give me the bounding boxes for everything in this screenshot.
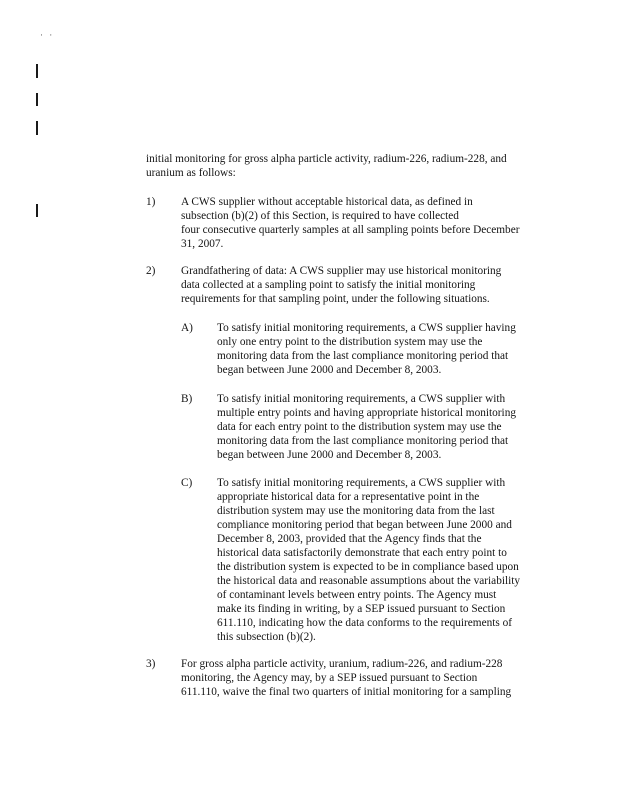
revision-bar bbox=[36, 204, 38, 217]
revision-bar bbox=[36, 64, 38, 78]
item-number: 3) bbox=[146, 658, 156, 670]
subitem-line: of contaminant levels between entry points. The Agency must bbox=[217, 589, 497, 601]
subitem-line: data for each entry point to the distribution system may use the bbox=[217, 421, 502, 433]
intro-line: initial monitoring for gross alpha particle activity, radium-226, radium-228, and bbox=[146, 153, 507, 165]
scan-specks: · · bbox=[40, 30, 55, 40]
revision-bar bbox=[36, 93, 38, 106]
item-line: 31, 2007. bbox=[181, 238, 224, 250]
subitem-line: only one entry point to the distribution system may use the bbox=[217, 336, 483, 348]
subitem-line: the historical data and reasonable assumptions about the variability bbox=[217, 575, 521, 587]
subitem-line: began between June 2000 and December 8, 2003. bbox=[217, 364, 442, 376]
subitem-line: this subsection (b)(2). bbox=[217, 631, 316, 643]
subitem-letter: A) bbox=[181, 322, 193, 334]
subitem-line: To satisfy initial monitoring requirements, a CWS supplier with bbox=[217, 477, 506, 489]
item-line: four consecutive quarterly samples at all sampling points before December bbox=[181, 224, 520, 236]
subitem-line: distribution system may use the monitoring data from the last bbox=[217, 505, 495, 517]
subitem-line: began between June 2000 and December 8, 2003. bbox=[217, 449, 442, 461]
subitem-letter: C) bbox=[181, 477, 193, 489]
item-number: 2) bbox=[146, 265, 156, 277]
item-line: requirements for that sampling point, under the following situations. bbox=[181, 293, 490, 305]
subitem-line: monitoring data from the last compliance monitoring period that bbox=[217, 350, 509, 362]
item-line: For gross alpha particle activity, uranium, radium-226, and radium-228 bbox=[181, 658, 503, 670]
subitem-line: multiple entry points and having appropriate historical monitoring bbox=[217, 407, 516, 419]
subitem-line: compliance monitoring period that began between June 2000 and bbox=[217, 519, 512, 531]
subitem-line: the distribution system is expected to be in compliance based upon bbox=[217, 561, 519, 573]
subitem-line: appropriate historical data for a representative point in the bbox=[217, 491, 480, 503]
subitem-line: December 8, 2003, provided that the Agency finds that the bbox=[217, 533, 482, 545]
intro-line: uranium as follows: bbox=[146, 167, 236, 179]
subitem-line: 611.110, indicating how the data conforms to the requirements of bbox=[217, 617, 513, 629]
subitem-letter: B) bbox=[181, 393, 193, 405]
revision-bar bbox=[36, 121, 38, 135]
item-line: Grandfathering of data: A CWS supplier may use historical monitoring bbox=[181, 265, 502, 277]
subitem-line: To satisfy initial monitoring requirements, a CWS supplier with bbox=[217, 393, 506, 405]
item-line: A CWS supplier without acceptable historical data, as defined in bbox=[181, 196, 473, 208]
item-line: subsection (b)(2) of this Section, is required to have collected bbox=[181, 210, 459, 222]
subitem-line: To satisfy initial monitoring requirements, a CWS supplier having bbox=[217, 322, 516, 334]
item-line: 611.110, waive the final two quarters of initial monitoring for a sampling bbox=[181, 686, 512, 698]
item-line: monitoring, the Agency may, by a SEP issued pursuant to Section bbox=[181, 672, 478, 684]
subitem-line: historical data satisfactorily demonstrate that each entry point to bbox=[217, 547, 507, 559]
item-number: 1) bbox=[146, 196, 156, 208]
item-line: data collected at a sampling point to satisfy the initial monitoring bbox=[181, 279, 476, 291]
subitem-line: make its finding in writing, by a SEP issued pursuant to Section bbox=[217, 603, 506, 615]
subitem-line: monitoring data from the last compliance monitoring period that bbox=[217, 435, 509, 447]
